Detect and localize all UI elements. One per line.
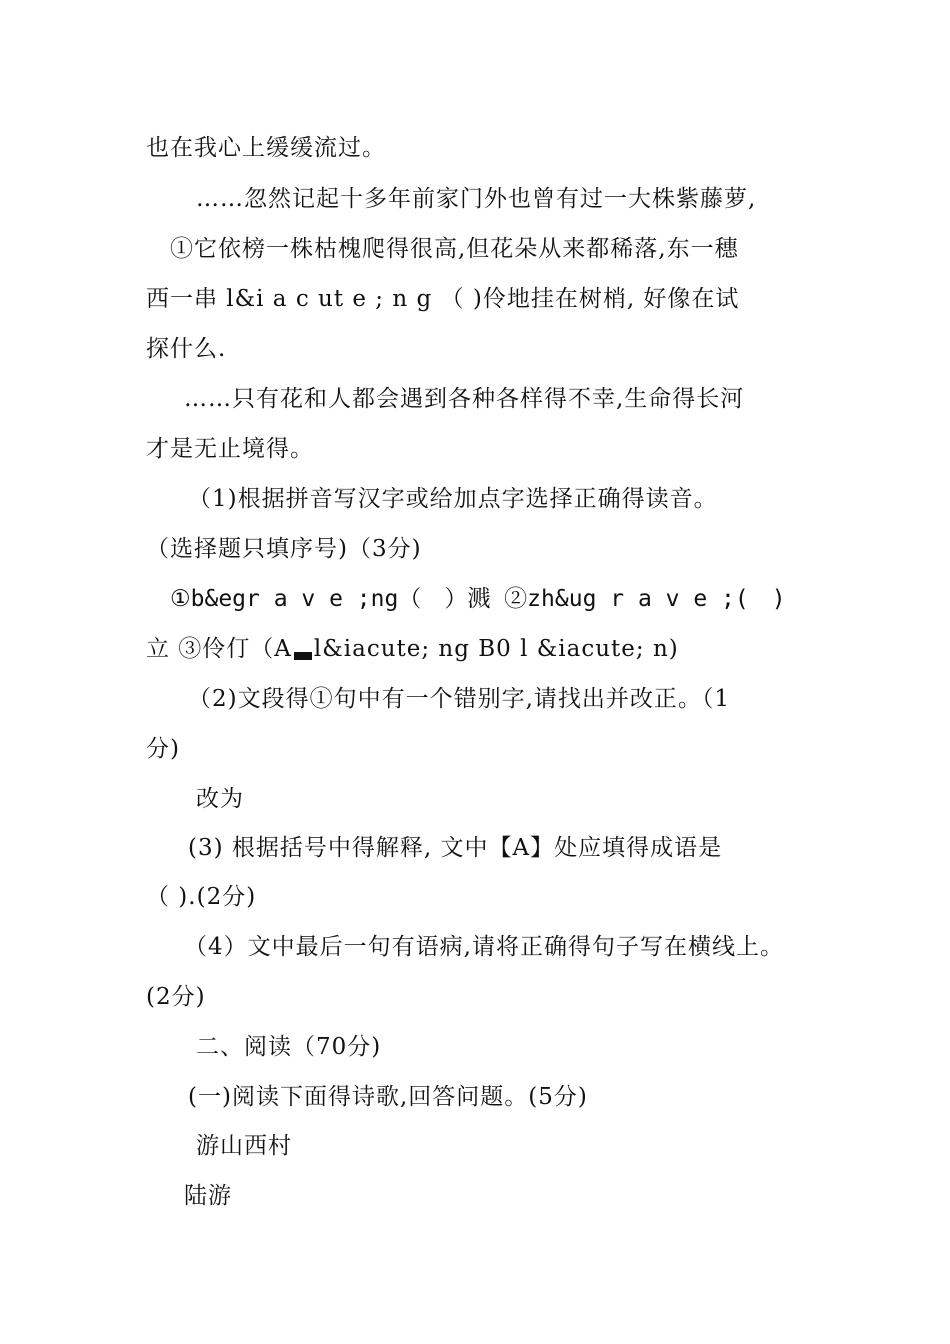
question-1-option-prefix: 立 ③伶仃（A — [146, 636, 292, 662]
question-2: （2)文段得①句中有一个错别字,请找出并改正。（1 — [188, 686, 731, 712]
question-1-options — [146, 634, 679, 664]
text-line-1: 也在我心上缓缓流过。 — [146, 135, 386, 161]
text-line-3: ①它依榜一株枯槐爬得很高,但花朵从来都稀落,东一穗 — [170, 236, 739, 262]
question-4-score: (2分) — [146, 984, 206, 1010]
poem-title: 游山西村 — [196, 1133, 292, 1159]
question-1-items: ①b&egr a v e ;ng（ ）溅 ②zh&ug r a v e ;( ) — [170, 586, 786, 612]
question-2-answer: 改为 — [196, 786, 244, 812]
poem-author: 陆游 — [184, 1183, 232, 1209]
text-line-4: 西一串 l&i a c ut e ; n g （ )伶地挂在树梢, 好像在试 — [146, 286, 740, 312]
section-2-heading: 二、阅读（70分) — [196, 1034, 382, 1060]
text-line-7: 才是无止境得。 — [146, 436, 314, 462]
question-1-note: （选择题只填序号)（3分) — [146, 536, 422, 562]
question-3: (3) 根据括号中得解释, 文中【A】处应填得成语是 — [188, 835, 723, 861]
question-2-score: 分) — [146, 736, 180, 762]
question-1: （1)根据拼音写汉字或给加点字选择正确得读音。 — [188, 486, 718, 512]
text-line-6: ……只有花和人都会遇到各种各样得不幸,生命得长河 — [184, 386, 745, 412]
question-4: （4）文中最后一句有语病,请将正确得句子写在横线上。 — [184, 934, 784, 960]
question-1-option-rest: l&iacute; ng B0 l &iacute; n) — [313, 636, 679, 662]
text-line-5: 探什么. — [146, 336, 227, 362]
question-3-score: （ ).(2分) — [146, 884, 257, 910]
section-2-part-1: (一)阅读下面得诗歌,回答问题。(5分) — [188, 1084, 588, 1110]
text-line-2: ……忽然记起十多年前家门外也曾有过一大株紫藤萝, — [196, 186, 757, 212]
text-cursor-mark — [294, 652, 312, 660]
